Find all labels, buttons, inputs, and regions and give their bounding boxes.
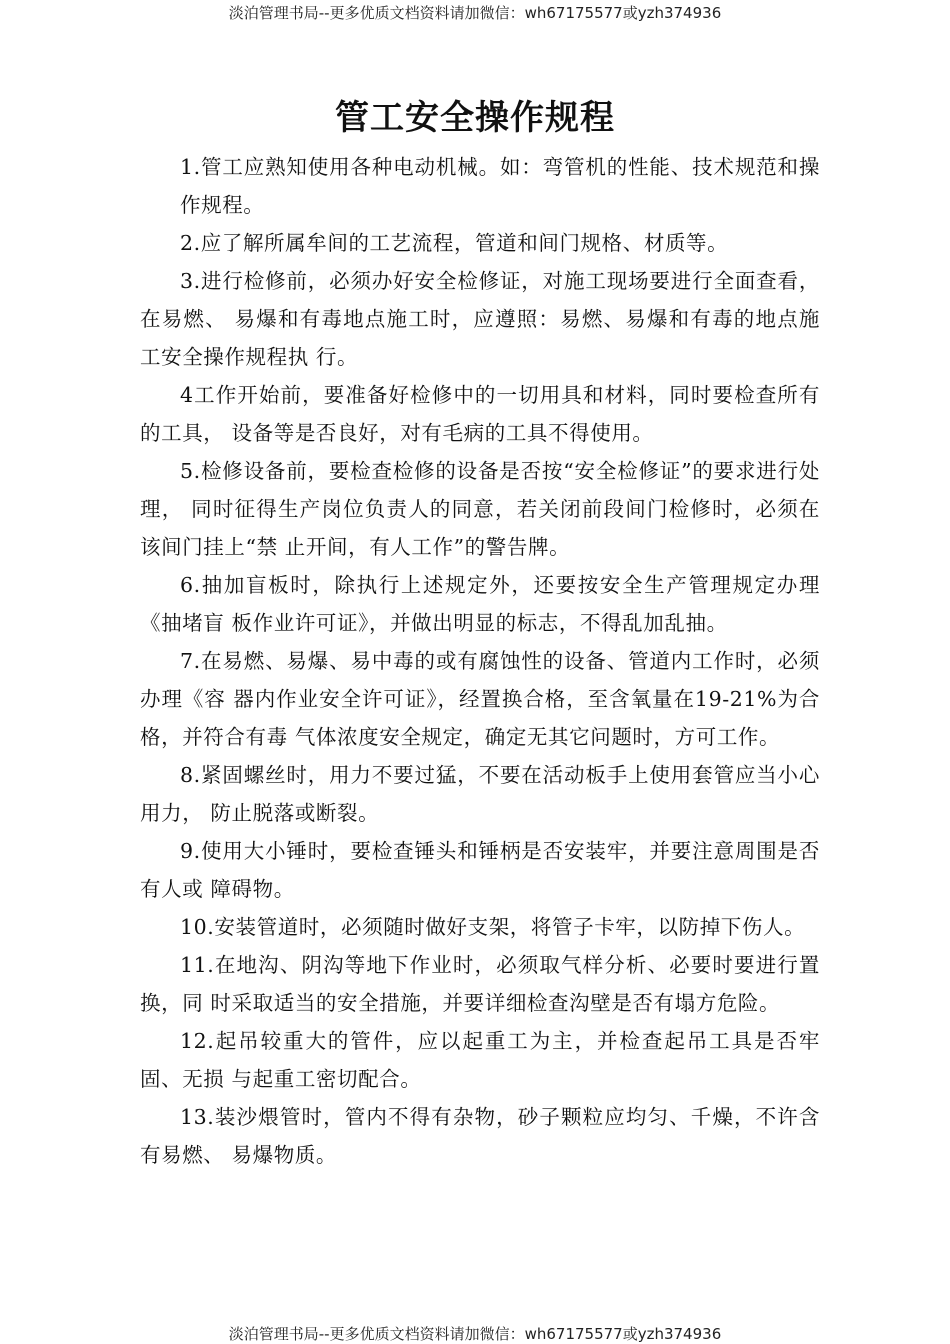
rule-item-9: 9.使用大小锤时，要检查锤头和锤柄是否安装牢，并要注意周围是否有人或 障碍物。 <box>140 839 820 901</box>
rule-item-7: 7.在易燃、易爆、易中毒的或有腐蚀性的设备、管道内工作时，必须办理《容 器内作业安全许可证》，经置换合格，至含氧量在19-21%为合格，并符合有毒 气体浓度安全规定，确定无其它问题时，方可工作。 <box>140 649 820 749</box>
rule-item-3: 3.进行检修前，必须办好安全检修证，对施工现场要进行全面查看，在易燃、 易爆和有毒地点施工时，应遵照：易燃、易爆和有毒的地点施工安全操作规程执 行。 <box>140 269 820 369</box>
rule-item-2: 2.应了解所属牟间的工艺流程，管道和间门规格、材质等。 <box>180 231 729 255</box>
rule-item-1: 1.管工应熟知使用各种电动机械。如：弯管机的性能、技术规范和操作规程。 <box>180 155 820 217</box>
rule-item-4: 4工作开始前，要准备好检修中的一切用具和材料，同时要检查所有的工具， 设备等是否良好，对有毛病的工具不得使用。 <box>140 383 820 445</box>
rule-item-8: 8.紧固螺丝时，用力不要过猛，不要在活动板手上使用套管应当小心用力， 防止脱落或断裂。 <box>140 763 820 825</box>
rule-item-10: 10.安装管道时，必须随时做好支架，将管子卡牢，以防掉下伤人。 <box>180 915 806 939</box>
rule-item-6: 6.抽加盲板时，除执行上述规定外，还要按安全生产管理规定办理《抽堵盲 板作业许可证》，并做出明显的标志，不得乱加乱抽。 <box>140 573 820 635</box>
document-title: 管工安全操作规程 <box>335 98 615 138</box>
header-watermark: 淡泊管理书局--更多优质文档资料请加微信：wh67175577或yzh374936 <box>228 4 722 22</box>
rule-item-13: 13.装沙煨管时，管内不得有杂物，砂子颗粒应均匀、千燥，不许含有易燃、 易爆物质。 <box>140 1105 820 1167</box>
rule-item-11: 11.在地沟、阴沟等地下作业时，必须取气样分析、必要时要进行置换，同 时采取适当的安全措施，并要详细检查沟壁是否有塌方危险。 <box>140 953 820 1015</box>
rule-item-5: 5.检修设备前，要检查检修的设备是否按“安全检修证”的要求进行处理， 同时征得生产岗位负责人的同意，若关闭前段间门检修时，必须在该间门挂上“禁 止开间，有人工作”的警告牌。 <box>140 459 820 559</box>
document-body <box>140 148 820 1174</box>
footer-watermark: 淡泊管理书局--更多优质文档资料请加微信：wh67175577或yzh374936 <box>228 1325 722 1343</box>
rule-item-12: 12.起吊较重大的管件，应以起重工为主，并检查起吊工具是否牢固、无损 与起重工密切配合。 <box>140 1029 820 1091</box>
